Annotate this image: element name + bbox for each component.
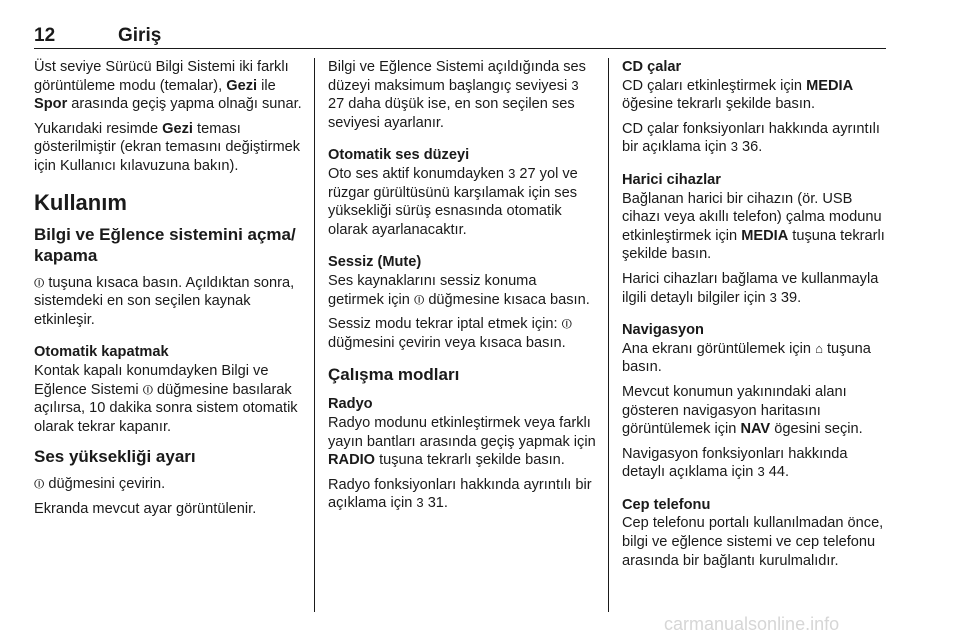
paragraph: Bilgi ve Eğlence Sistemi açıldığında ses düzeyi maksimum başlangıç seviyesi 3 27 daha düşük ise, en son seçilen ses seviyesi ayarlanır. <box>328 59 586 131</box>
paragraph: CD çaları etkinleştirmek için MEDIA öğesine tekrarlı şekilde basın. <box>622 77 854 113</box>
paragraph: Mevcut konumun yakınındaki alanı gösteren navigasyon haritasını görüntülemek için NAV ögesini seçin. <box>622 383 863 438</box>
paragraph: Navigasyon fonksiyonları hakkında detaylı açıklama için 3 44. <box>622 445 848 481</box>
paragraph: ⏼ tuşuna kısaca basın. Açıldıktan sonra, sistemdeki en son seçilen kaynak etkinleşir. <box>34 274 295 328</box>
subheading: Navigasyon <box>622 322 704 339</box>
power-icon: ⏼ <box>561 316 572 332</box>
home-icon: ⌂ <box>815 340 823 356</box>
column-divider <box>608 58 609 612</box>
power-icon: ⏼ <box>34 476 45 492</box>
paragraph: CD çalar fonksiyonları hakkında ayrıntılı bir açıklama için 3 36. <box>622 120 880 156</box>
paragraph: Sessiz modu tekrar iptal etmek için: ⏼ düğmesini çevirin veya kısaca basın. <box>328 316 572 351</box>
paragraph: ⏼ düğmesini çevirin. <box>34 476 166 493</box>
subsection-heading: Ses yüksekliği ayarı <box>34 447 196 467</box>
paragraph: Cep telefonu portalı kullanılmadan önce, bilgi ve eğlence sistemi ve cep telefonu arasında bir bağlantı kurulmalıdır. <box>622 515 884 569</box>
cross-reference-icon: 3 <box>769 289 777 305</box>
subsection-heading: Bilgi ve Eğlence sistemini açma/ kapama <box>34 224 296 265</box>
subheading: Cep telefonu <box>622 496 711 513</box>
cross-reference-icon: 3 <box>416 495 424 511</box>
section-heading: Kullanım <box>34 189 127 215</box>
cross-reference-icon: 3 <box>508 165 516 181</box>
subheading: CD çalar <box>622 59 682 75</box>
page-number: 12 <box>34 25 56 46</box>
column-3 <box>622 58 888 576</box>
subsection-heading: Çalışma modları <box>328 365 460 385</box>
paragraph: Ses kaynaklarını sessiz konuma getirmek için ⏼ düğmesine kısaca basın. <box>328 272 590 308</box>
paragraph: Üst seviye Sürücü Bilgi Sistemi iki farklı görüntüleme modu (temalar), Gezi ile Spor arasında geçiş yapma olnağı sunar. <box>34 59 302 113</box>
paragraph: Oto ses aktif konumdayken 3 27 yol ve rüzgar gürültüsünü karşılamak için ses yüksekliği sürüş esnasında otomatik olarak ayarlanacaktır. <box>328 165 578 238</box>
column-1 <box>34 58 302 525</box>
paragraph: Kontak kapalı konumdayken Bilgi ve Eğlence Sistemi ⏼ düğmesine basılarak açılırsa, 10 dakika sonra sistem otomatik olarak tekrar kapanır. <box>34 362 298 435</box>
paragraph: Radyo fonksiyonları hakkında ayrıntılı bir açıklama için 3 31. <box>328 476 592 512</box>
watermark: carmanualsonline.info <box>664 614 840 634</box>
cross-reference-icon: 3 <box>730 139 738 155</box>
paragraph: Radyo modunu etkinleştirmek veya farklı yayın bantları arasında geçiş yapmak için RADIO tuşuna tekrarlı şekilde basın. <box>328 414 596 469</box>
subheading: Otomatik kapatmak <box>34 344 169 361</box>
paragraph: Yukarıdaki resimde Gezi teması gösterilmiştir (ekran temasını değiştirmek için Kullanıcı kılavuzuna bakın). <box>34 120 301 174</box>
paragraph: Bağlanan harici bir cihazın (ör. USB cihazı veya akıllı telefon) çalma modunu etkinleştirmek için MEDIA tuşuna tekrarlı şekilde basın. <box>622 190 885 263</box>
power-icon: ⏼ <box>142 381 153 397</box>
subheading: Sessiz (Mute) <box>328 254 422 271</box>
paragraph: Harici cihazları bağlama ve kullanmayla ilgili detaylı bilgiler için 3 39. <box>622 270 879 306</box>
page-header <box>34 22 886 49</box>
subheading: Radyo <box>328 396 373 413</box>
power-icon: ⏼ <box>34 274 45 290</box>
power-icon: ⏼ <box>413 291 425 307</box>
column-2 <box>328 58 596 519</box>
chapter-title: Giriş <box>118 25 162 46</box>
cross-reference-icon: 3 <box>757 464 765 480</box>
subheading: Harici cihazlar <box>622 171 721 188</box>
subheading: Otomatik ses düzeyi <box>328 147 470 164</box>
paragraph: Ana ekranı görüntülemek için ⌂ tuşuna basın. <box>622 340 871 376</box>
paragraph: Ekranda mevcut ayar görüntülenir. <box>34 500 257 517</box>
cross-reference-icon: 3 <box>571 77 579 93</box>
column-divider <box>314 58 315 612</box>
